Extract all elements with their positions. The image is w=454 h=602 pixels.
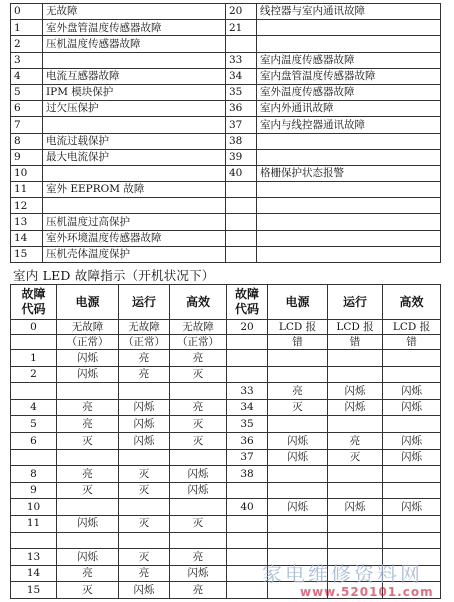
fault-row	[11, 68, 441, 84]
run-led	[328, 350, 383, 367]
power-led: 亮	[57, 466, 119, 483]
power-led: 亮	[268, 383, 328, 400]
power-led: 灭	[57, 432, 119, 449]
column-header: 电源	[57, 285, 119, 320]
fault-code: 36	[227, 432, 268, 449]
power-led: 闪烁	[57, 549, 119, 566]
fault-code: 34	[226, 68, 257, 84]
fault-description	[257, 36, 441, 52]
table-row	[11, 532, 441, 549]
fault-description	[257, 133, 441, 149]
fault-code: 9	[11, 482, 57, 499]
table-row	[11, 449, 441, 466]
fault-description	[257, 246, 441, 262]
fault-code: 33	[226, 52, 257, 68]
fault-row	[11, 230, 441, 246]
fault-description	[43, 117, 226, 133]
efficient-led: 亮	[170, 549, 227, 566]
fault-code: 11	[11, 515, 57, 532]
fault-description: 电流过载保护	[43, 133, 226, 149]
fault-code	[11, 335, 57, 350]
fault-description: 室外温度传感器故障	[257, 84, 441, 100]
fault-row	[11, 117, 441, 133]
fault-code: 2	[11, 36, 43, 52]
fault-description	[43, 165, 226, 181]
fault-code: 35	[226, 84, 257, 100]
efficient-led: 灭	[170, 515, 227, 532]
led-indicator-table	[10, 284, 441, 599]
fault-row	[11, 133, 441, 149]
efficient-led	[170, 499, 227, 516]
fault-description: 室内盘管温度传感器故障	[257, 68, 441, 84]
watermark-url: www.520101.com	[300, 585, 434, 599]
section-title: 室内 LED 故障指示（开机状况下）	[13, 268, 215, 283]
fault-code: 4	[11, 399, 57, 416]
table-row	[11, 383, 441, 400]
run-led: 亮	[119, 565, 170, 582]
fault-row	[11, 214, 441, 230]
fault-row	[11, 198, 441, 214]
efficient-led: 灭	[170, 432, 227, 449]
fault-code	[226, 182, 257, 198]
fault-row	[11, 246, 441, 262]
run-led: 闪烁	[119, 399, 170, 416]
fault-code	[227, 366, 268, 383]
fault-code: 35	[227, 416, 268, 433]
run-led	[328, 416, 383, 433]
table-row	[11, 366, 441, 383]
fault-row	[11, 101, 441, 117]
run-led: 闪烁	[119, 416, 170, 433]
fault-code: 2	[11, 366, 57, 383]
fault-code: 34	[227, 399, 268, 416]
run-led	[328, 532, 383, 549]
efficient-led: 错	[383, 335, 441, 350]
power-led	[57, 383, 119, 400]
fault-code: 3	[11, 52, 43, 68]
efficient-led: 闪烁	[170, 565, 227, 582]
fault-code: 6	[11, 432, 57, 449]
column-header: 故障 代码	[227, 285, 268, 320]
fault-description	[257, 214, 441, 230]
run-led	[119, 383, 170, 400]
fault-description: 室外 EEPROM 故障	[43, 182, 226, 198]
power-led: 闪烁	[268, 432, 328, 449]
column-header: 运行	[119, 285, 170, 320]
power-led: 灭	[268, 399, 328, 416]
power-led: 闪烁	[268, 449, 328, 466]
efficient-led: 闪烁	[383, 383, 441, 400]
fault-description: 格栅保护状态报警	[257, 165, 441, 181]
run-led: 闪烁	[328, 499, 383, 516]
fault-description: 最大电流保护	[43, 149, 226, 165]
header-row	[11, 285, 441, 320]
fault-description	[257, 198, 441, 214]
fault-code	[227, 515, 268, 532]
efficient-led	[383, 532, 441, 549]
fault-description: 室外盘管温度传感器故障	[43, 20, 226, 36]
fault-code: 15	[11, 582, 57, 599]
fault-code: 1	[11, 350, 57, 367]
fault-code: 5	[11, 416, 57, 433]
power-led: 错	[268, 335, 328, 350]
fault-code: 37	[227, 449, 268, 466]
fault-description: 线控器与室内通讯故障	[257, 4, 441, 20]
efficient-led: 闪烁	[383, 499, 441, 516]
run-led: LCD 报	[328, 320, 383, 335]
table-row	[11, 350, 441, 367]
fault-description: 室内外通讯故障	[257, 101, 441, 117]
fault-code: 38	[227, 466, 268, 483]
fault-code: 13	[11, 549, 57, 566]
run-led: 灭	[119, 549, 170, 566]
table-row	[11, 320, 441, 335]
efficient-led	[170, 383, 227, 400]
efficient-led: 闪烁	[383, 399, 441, 416]
power-led: 灭	[57, 482, 119, 499]
efficient-led: 亮	[170, 399, 227, 416]
fault-description	[257, 149, 441, 165]
fault-code	[226, 230, 257, 246]
fault-code: 1	[11, 20, 43, 36]
fault-row	[11, 36, 441, 52]
efficient-led: 闪烁	[383, 449, 441, 466]
table-row	[11, 466, 441, 483]
fault-description: IPM 模块保护	[43, 84, 226, 100]
efficient-led: （正常）	[170, 335, 227, 350]
fault-code	[11, 383, 57, 400]
power-led	[268, 532, 328, 549]
efficient-led	[383, 350, 441, 367]
run-led	[119, 449, 170, 466]
fault-code: 14	[11, 230, 43, 246]
fault-code: 11	[11, 182, 43, 198]
fault-code	[11, 449, 57, 466]
power-led: LCD 报	[268, 320, 328, 335]
fault-description: 压机温度过高保护	[43, 214, 226, 230]
fault-row	[11, 149, 441, 165]
fault-description: 室内与线控器通讯故障	[257, 117, 441, 133]
power-led	[268, 515, 328, 532]
fault-code: 8	[11, 466, 57, 483]
efficient-led	[170, 449, 227, 466]
fault-code	[227, 482, 268, 499]
efficient-led	[170, 532, 227, 549]
fault-code	[226, 246, 257, 262]
fault-code: 33	[227, 383, 268, 400]
efficient-led	[383, 515, 441, 532]
run-led	[328, 482, 383, 499]
fault-code: 13	[11, 214, 43, 230]
column-header: 运行	[328, 285, 383, 320]
fault-code: 4	[11, 68, 43, 84]
fault-description	[257, 230, 441, 246]
fault-description: 压机温度传感器故障	[43, 36, 226, 52]
power-led: 闪烁	[57, 515, 119, 532]
efficient-led: 闪烁	[170, 482, 227, 499]
column-header: 高效	[170, 285, 227, 320]
power-led: 亮	[57, 416, 119, 433]
table-row	[11, 399, 441, 416]
column-header: 故障 代码	[11, 285, 57, 320]
fault-code	[227, 335, 268, 350]
power-led: 闪烁	[57, 366, 119, 383]
power-led: 亮	[57, 399, 119, 416]
table-row	[11, 499, 441, 516]
fault-code: 20	[227, 320, 268, 335]
efficient-led	[383, 416, 441, 433]
fault-description: 无故障	[43, 4, 226, 20]
fault-description: 室外环境温度传感器故障	[43, 230, 226, 246]
power-led: 亮	[57, 565, 119, 582]
efficient-led: 无故障	[170, 320, 227, 335]
power-led	[57, 532, 119, 549]
fault-code	[226, 214, 257, 230]
power-led: 闪烁	[268, 499, 328, 516]
power-led: 无故障	[57, 320, 119, 335]
fault-row	[11, 52, 441, 68]
table-row	[11, 335, 441, 350]
fault-code: 36	[226, 101, 257, 117]
fault-description: 室内温度传感器故障	[257, 52, 441, 68]
fault-code	[227, 532, 268, 549]
fault-description	[43, 198, 226, 214]
fault-code: 40	[227, 499, 268, 516]
efficient-led: 闪烁	[170, 466, 227, 483]
fault-code: 12	[11, 198, 43, 214]
power-led	[268, 366, 328, 383]
watermark-site-name: 家电维修资料网	[262, 562, 423, 586]
fault-code: 10	[11, 499, 57, 516]
fault-code: 20	[226, 4, 257, 20]
fault-code: 5	[11, 84, 43, 100]
run-led: 灭	[119, 482, 170, 499]
run-led: 闪烁	[119, 582, 170, 599]
power-led	[268, 350, 328, 367]
efficient-led	[383, 482, 441, 499]
fault-description	[257, 182, 441, 198]
table-row	[11, 416, 441, 433]
fault-code: 8	[11, 133, 43, 149]
column-header: 高效	[383, 285, 441, 320]
efficient-led	[383, 366, 441, 383]
fault-description	[43, 52, 226, 68]
run-led: 亮	[119, 366, 170, 383]
power-led: 闪烁	[57, 350, 119, 367]
run-led: 亮	[328, 432, 383, 449]
fault-code-table	[10, 3, 441, 263]
fault-row	[11, 182, 441, 198]
fault-code	[11, 532, 57, 549]
power-led: 灭	[57, 582, 119, 599]
efficient-led	[383, 466, 441, 483]
run-led: （正常）	[119, 335, 170, 350]
fault-code: 21	[226, 20, 257, 36]
fault-row	[11, 4, 441, 20]
fault-code: 10	[11, 165, 43, 181]
fault-row	[11, 20, 441, 36]
run-led	[119, 532, 170, 549]
fault-code	[226, 36, 257, 52]
fault-code	[226, 198, 257, 214]
table-row	[11, 515, 441, 532]
run-led: 无故障	[119, 320, 170, 335]
fault-row	[11, 165, 441, 181]
run-led: 闪烁	[119, 432, 170, 449]
efficient-led: 灭	[170, 416, 227, 433]
fault-code: 0	[11, 4, 43, 20]
power-led	[268, 416, 328, 433]
power-led	[57, 499, 119, 516]
power-led: （正常）	[57, 335, 119, 350]
run-led	[328, 466, 383, 483]
fault-description: 电流互感器故障	[43, 68, 226, 84]
fault-code: 39	[226, 149, 257, 165]
fault-code: 9	[11, 149, 43, 165]
fault-description: 压机壳体温度保护	[43, 246, 226, 262]
efficient-led: 灭	[170, 366, 227, 383]
fault-code: 38	[226, 133, 257, 149]
run-led	[328, 366, 383, 383]
fault-code: 40	[226, 165, 257, 181]
fault-code: 0	[11, 320, 57, 335]
efficient-led: 亮	[170, 582, 227, 599]
run-led: 灭	[119, 466, 170, 483]
power-led	[268, 466, 328, 483]
efficient-led: 闪烁	[383, 432, 441, 449]
run-led	[328, 515, 383, 532]
run-led: 灭	[328, 449, 383, 466]
fault-code	[227, 350, 268, 367]
efficient-led: LCD 报	[383, 320, 441, 335]
table-row	[11, 482, 441, 499]
power-led	[57, 449, 119, 466]
run-led	[119, 499, 170, 516]
run-led: 闪烁	[328, 399, 383, 416]
column-header: 电源	[268, 285, 328, 320]
run-led: 亮	[119, 350, 170, 367]
power-led	[268, 482, 328, 499]
run-led: 闪烁	[328, 383, 383, 400]
fault-code: 37	[226, 117, 257, 133]
fault-code: 14	[11, 565, 57, 582]
fault-code: 6	[11, 101, 43, 117]
table-row	[11, 432, 441, 449]
fault-code: 15	[11, 246, 43, 262]
fault-description: 过欠压保护	[43, 101, 226, 117]
run-led: 灭	[119, 515, 170, 532]
fault-code: 7	[11, 117, 43, 133]
fault-description	[257, 20, 441, 36]
efficient-led: 亮	[170, 350, 227, 367]
run-led: 错	[328, 335, 383, 350]
fault-row	[11, 84, 441, 100]
